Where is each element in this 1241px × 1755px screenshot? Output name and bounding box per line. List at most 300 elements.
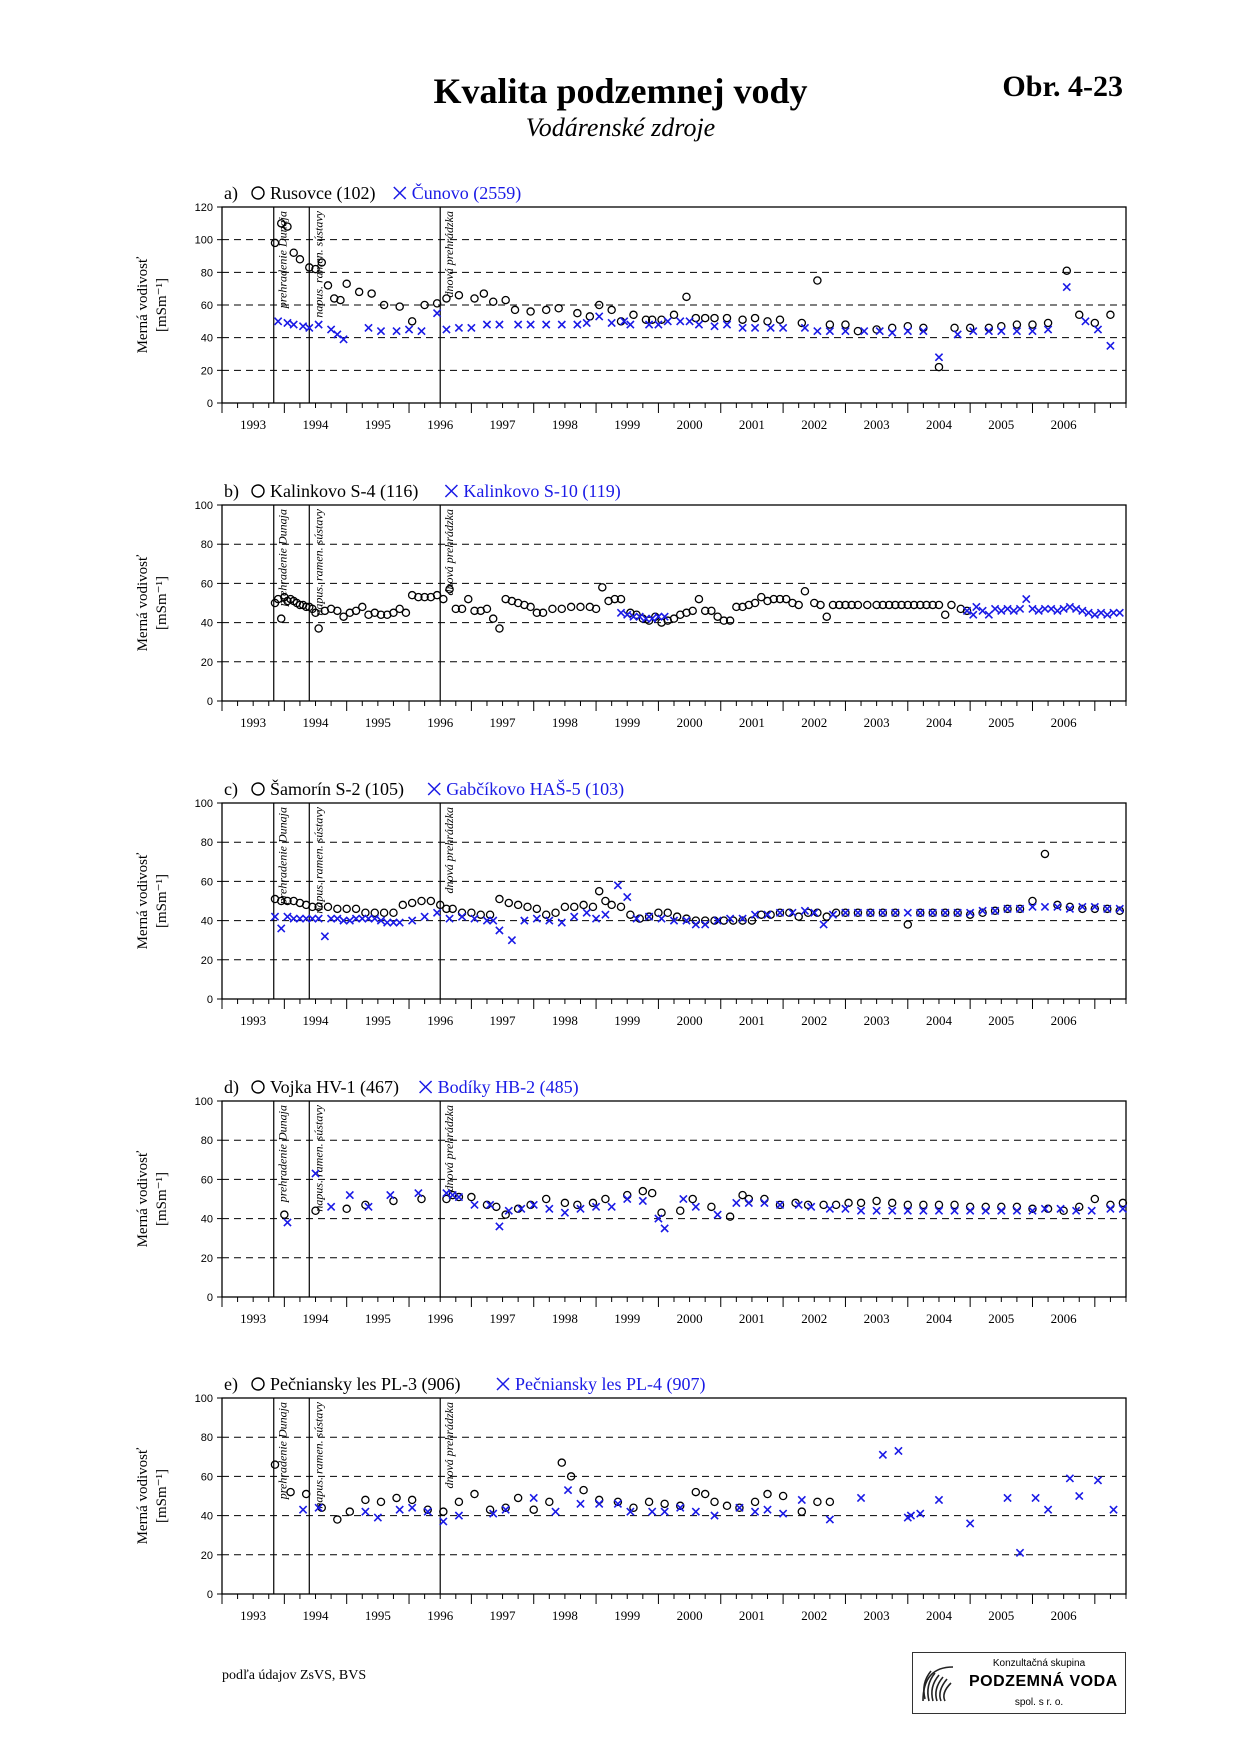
- data-point-x: [334, 915, 341, 922]
- data-point-circle: [352, 905, 359, 912]
- data-point-x: [929, 909, 936, 916]
- data-point-x: [733, 1199, 740, 1206]
- logo-line-3: spol. s r. o.: [1014, 1697, 1064, 1708]
- legend-circle-icon: [252, 485, 264, 497]
- data-point-x: [483, 321, 490, 328]
- data-point-circle: [555, 305, 562, 312]
- data-point-x: [1094, 326, 1101, 333]
- data-point-x: [857, 1207, 864, 1214]
- data-point-circle: [505, 899, 512, 906]
- data-point-circle: [490, 298, 497, 305]
- data-point-circle: [889, 1199, 896, 1206]
- data-point-x: [1004, 905, 1011, 912]
- data-point-x: [552, 1508, 559, 1515]
- data-point-x: [278, 925, 285, 932]
- legend-circle-icon: [252, 1378, 264, 1390]
- chart-panel-d: [135, 1077, 1126, 1326]
- data-point-x: [751, 324, 758, 331]
- data-point-circle: [751, 1498, 758, 1505]
- data-point-circle: [402, 609, 409, 616]
- data-point-x: [935, 354, 942, 361]
- data-point-x: [998, 1207, 1005, 1214]
- y-axis-unit: [mSm⁻¹]: [154, 575, 170, 631]
- plot-frame: [222, 1101, 1126, 1297]
- data-point-x: [692, 921, 699, 928]
- data-point-x: [617, 609, 624, 616]
- x-tick-label: 1999: [614, 1311, 641, 1326]
- x-tick-label: 1995: [364, 1013, 391, 1028]
- y-axis-unit: [mSm⁻¹]: [154, 1171, 170, 1227]
- panel-letter: d): [224, 1077, 239, 1097]
- data-point-x: [761, 1199, 768, 1206]
- data-point-x: [321, 933, 328, 940]
- data-point-x: [608, 1203, 615, 1210]
- data-point-circle: [568, 603, 575, 610]
- y-tick-label: 100: [194, 798, 213, 810]
- y-axis-label: Merná vodivosť: [135, 852, 151, 950]
- y-axis-unit: [mSm⁻¹]: [154, 277, 170, 333]
- y-tick-label: 60: [200, 300, 213, 312]
- data-point-x: [879, 1451, 886, 1458]
- data-point-x: [1116, 609, 1123, 616]
- data-point-x: [680, 1195, 687, 1202]
- data-point-x: [767, 324, 774, 331]
- x-tick-label: 1998: [551, 715, 578, 730]
- data-point-x: [334, 331, 341, 338]
- x-tick-label: 2000: [676, 417, 703, 432]
- data-point-circle: [832, 1201, 839, 1208]
- data-point-x: [645, 913, 652, 920]
- x-tick-label: 1998: [551, 1311, 578, 1326]
- data-point-x: [658, 915, 665, 922]
- data-point-x: [496, 321, 503, 328]
- y-tick-label: 100: [194, 1393, 213, 1405]
- legend-series-1: Pečniansky les PL-3 (906): [270, 1374, 461, 1394]
- x-tick-label: 1998: [551, 1608, 578, 1623]
- x-tick-label: 2005: [988, 1013, 1015, 1028]
- data-point-x: [776, 909, 783, 916]
- x-tick-label: 2004: [925, 1608, 952, 1623]
- data-point-circle: [343, 905, 350, 912]
- legend-circle-icon: [252, 187, 264, 199]
- data-point-x: [446, 915, 453, 922]
- y-tick-label: 20: [200, 954, 213, 967]
- data-point-circle: [455, 292, 462, 299]
- data-point-x: [468, 324, 475, 331]
- data-point-circle: [502, 297, 509, 304]
- data-point-circle: [864, 601, 871, 608]
- x-tick-label: 1995: [364, 417, 391, 432]
- x-tick-label: 1993: [240, 1608, 267, 1623]
- data-point-x: [315, 915, 322, 922]
- data-point-x: [1066, 1475, 1073, 1482]
- data-point-x: [328, 326, 335, 333]
- data-point-x: [967, 1207, 974, 1214]
- data-point-circle: [739, 316, 746, 323]
- data-point-circle: [1029, 321, 1036, 328]
- y-tick-label: 0: [206, 398, 213, 410]
- y-axis-unit: [mSm⁻¹]: [154, 873, 170, 929]
- x-tick-label: 1996: [427, 1013, 454, 1028]
- data-point-x: [296, 915, 303, 922]
- data-point-x: [508, 937, 515, 944]
- x-tick-label: 2003: [863, 417, 890, 432]
- data-point-x: [1107, 342, 1114, 349]
- x-tick-label: 2002: [801, 1608, 828, 1623]
- chart-panel-a: [135, 182, 1126, 432]
- data-point-x: [917, 1510, 924, 1517]
- event-label: dnová prehrádzka: [442, 211, 457, 298]
- data-point-x: [614, 882, 621, 889]
- data-point-circle: [670, 311, 677, 318]
- y-tick-label: 40: [200, 915, 213, 928]
- data-point-circle: [857, 1199, 864, 1206]
- data-point-x: [458, 913, 465, 920]
- data-point-x: [583, 319, 590, 326]
- data-point-circle: [515, 1494, 522, 1501]
- data-point-x: [1091, 611, 1098, 618]
- data-point-circle: [471, 1490, 478, 1497]
- data-point-x: [764, 1506, 771, 1513]
- data-point-x: [692, 1203, 699, 1210]
- data-point-x: [1016, 605, 1023, 612]
- data-point-circle: [826, 321, 833, 328]
- chart-panel-b: [135, 481, 1126, 730]
- y-tick-label: 20: [200, 656, 213, 669]
- y-tick-label: 20: [200, 1252, 213, 1265]
- data-point-x: [530, 1494, 537, 1501]
- data-point-x: [396, 1506, 403, 1513]
- y-tick-label: 100: [194, 234, 213, 247]
- data-point-x: [1016, 1549, 1023, 1556]
- data-point-x: [624, 893, 631, 900]
- data-point-x: [1060, 605, 1067, 612]
- data-point-x: [686, 318, 693, 325]
- data-point-x: [1079, 607, 1086, 614]
- data-point-x: [359, 915, 366, 922]
- data-point-circle: [751, 314, 758, 321]
- data-point-circle: [362, 1496, 369, 1503]
- data-point-circle: [496, 895, 503, 902]
- data-point-x: [780, 1510, 787, 1517]
- data-point-circle: [324, 903, 331, 910]
- data-point-x: [362, 1508, 369, 1515]
- x-tick-label: 2006: [1050, 1608, 1077, 1623]
- y-tick-label: 40: [200, 1213, 213, 1226]
- data-point-x: [1104, 611, 1111, 618]
- data-point-x: [780, 324, 787, 331]
- data-point-x: [1041, 903, 1048, 910]
- legend-x-icon: [420, 1081, 432, 1093]
- data-point-circle: [661, 1500, 668, 1507]
- x-tick-label: 1996: [427, 1608, 454, 1623]
- data-point-circle: [530, 1506, 537, 1513]
- data-point-x: [954, 909, 961, 916]
- x-tick-label: 2006: [1050, 715, 1077, 730]
- data-point-x: [1016, 905, 1023, 912]
- data-point-circle: [798, 1508, 805, 1515]
- data-point-circle: [296, 256, 303, 263]
- data-point-circle: [377, 1498, 384, 1505]
- data-point-circle: [702, 314, 709, 321]
- legend-series-1: Vojka HV-1 (467): [270, 1077, 399, 1097]
- data-point-x: [558, 919, 565, 926]
- page-subtitle: Vodárenské zdroje: [525, 113, 716, 142]
- data-point-x: [1097, 609, 1104, 616]
- chart-panel-c: [135, 778, 1126, 1028]
- data-point-circle: [324, 282, 331, 289]
- y-tick-label: 100: [194, 1096, 213, 1108]
- data-point-x: [315, 321, 322, 328]
- x-tick-label: 2002: [801, 417, 828, 432]
- data-point-x: [879, 909, 886, 916]
- data-point-x: [892, 909, 899, 916]
- data-point-x: [857, 1494, 864, 1501]
- data-point-x: [798, 1496, 805, 1503]
- legend-series-1: Kalinkovo S-4 (116): [270, 481, 419, 501]
- y-tick-label: 120: [194, 202, 213, 214]
- x-tick-label: 2002: [801, 1311, 828, 1326]
- data-point-x: [814, 328, 821, 335]
- data-point-circle: [334, 905, 341, 912]
- data-point-x: [384, 919, 391, 926]
- x-tick-label: 1994: [302, 715, 329, 730]
- data-point-x: [608, 319, 615, 326]
- data-point-circle: [496, 625, 503, 632]
- data-point-x: [998, 328, 1005, 335]
- data-point-circle: [409, 899, 416, 906]
- x-tick-label: 1999: [614, 417, 641, 432]
- data-point-circle: [399, 901, 406, 908]
- x-tick-label: 1999: [614, 715, 641, 730]
- y-axis-unit: [mSm⁻¹]: [154, 1468, 170, 1524]
- data-point-circle: [334, 1516, 341, 1523]
- x-tick-label: 2003: [863, 715, 890, 730]
- data-point-x: [973, 603, 980, 610]
- x-tick-label: 2006: [1050, 1013, 1077, 1028]
- x-tick-label: 2003: [863, 1311, 890, 1326]
- data-point-x: [471, 1201, 478, 1208]
- data-point-x: [1044, 1506, 1051, 1513]
- data-point-x: [290, 915, 297, 922]
- data-point-circle: [842, 321, 849, 328]
- x-tick-label: 2000: [676, 1311, 703, 1326]
- data-point-x: [596, 313, 603, 320]
- x-tick-label: 1999: [614, 1608, 641, 1623]
- data-point-circle: [1107, 311, 1114, 318]
- data-point-circle: [577, 603, 584, 610]
- data-point-circle: [574, 310, 581, 317]
- data-point-x: [904, 909, 911, 916]
- plot-frame: [222, 803, 1126, 999]
- x-tick-label: 1994: [302, 1013, 329, 1028]
- x-tick-label: 2001: [738, 417, 765, 432]
- data-point-x: [873, 1207, 880, 1214]
- data-point-circle: [471, 295, 478, 302]
- x-tick-label: 1995: [364, 715, 391, 730]
- data-point-circle: [649, 1190, 656, 1197]
- data-point-x: [496, 1223, 503, 1230]
- data-point-circle: [602, 1195, 609, 1202]
- data-point-x: [745, 1199, 752, 1206]
- legend-series-2: Gabčíkovo HAŠ-5 (103): [446, 779, 625, 799]
- y-tick-label: 20: [200, 1549, 213, 1562]
- x-tick-label: 1998: [551, 1013, 578, 1028]
- legend-series-2: Pečniansky les PL-4 (907): [515, 1374, 706, 1394]
- data-point-x: [396, 919, 403, 926]
- data-point-circle: [948, 601, 955, 608]
- data-point-x: [1107, 1205, 1114, 1212]
- y-tick-label: 20: [200, 365, 213, 378]
- data-point-circle: [543, 1195, 550, 1202]
- panel-letter: a): [224, 183, 238, 203]
- logo-line-2: PODZEMNÁ VODA: [969, 1673, 1118, 1690]
- plot-frame: [222, 1398, 1126, 1594]
- data-point-x: [820, 921, 827, 928]
- company-logo: [912, 1652, 1126, 1714]
- x-tick-label: 1996: [427, 417, 454, 432]
- data-point-x: [596, 1500, 603, 1507]
- x-tick-label: 2000: [676, 1608, 703, 1623]
- legend-circle-icon: [252, 783, 264, 795]
- data-point-x: [346, 1191, 353, 1198]
- data-point-x: [776, 1201, 783, 1208]
- x-tick-label: 2004: [925, 1311, 952, 1326]
- data-point-circle: [1044, 319, 1051, 326]
- event-label: napus. ramen. sústavy: [311, 211, 326, 318]
- source-note: podľa údajov ZsVS, BVS: [222, 1668, 367, 1683]
- data-point-circle: [527, 308, 534, 315]
- event-label: napus. ramen. sústavy: [311, 807, 326, 914]
- data-point-x: [365, 915, 372, 922]
- data-point-x: [998, 607, 1005, 614]
- data-point-x: [1094, 1477, 1101, 1484]
- data-point-circle: [343, 280, 350, 287]
- data-point-x: [328, 915, 335, 922]
- data-point-x: [982, 1207, 989, 1214]
- data-point-circle: [533, 905, 540, 912]
- data-point-circle: [580, 901, 587, 908]
- x-tick-label: 2001: [738, 1311, 765, 1326]
- data-point-circle: [359, 603, 366, 610]
- data-point-circle: [561, 903, 568, 910]
- data-point-x: [471, 915, 478, 922]
- data-point-x: [299, 323, 306, 330]
- data-point-x: [284, 913, 291, 920]
- data-point-x: [1054, 607, 1061, 614]
- panel-letter: c): [224, 779, 238, 799]
- data-point-circle: [599, 584, 606, 591]
- x-tick-label: 1993: [240, 715, 267, 730]
- panel-letter: e): [224, 1374, 238, 1394]
- legend-series-1: Rusovce (102): [270, 183, 376, 203]
- data-point-x: [714, 1211, 721, 1218]
- data-point-x: [991, 605, 998, 612]
- data-point-x: [564, 1487, 571, 1494]
- data-point-circle: [343, 1205, 350, 1212]
- data-point-x: [1035, 607, 1042, 614]
- data-point-x: [290, 321, 297, 328]
- data-point-x: [842, 1205, 849, 1212]
- y-tick-label: 80: [200, 837, 213, 850]
- legend-series-2: Bodíky HB-2 (485): [437, 1077, 579, 1097]
- data-point-circle: [689, 1195, 696, 1202]
- data-point-circle: [935, 363, 942, 370]
- y-tick-label: 0: [206, 696, 213, 708]
- data-point-circle: [608, 901, 615, 908]
- data-point-circle: [764, 1490, 771, 1497]
- x-tick-label: 2003: [863, 1608, 890, 1623]
- data-point-circle: [630, 311, 637, 318]
- data-point-x: [1010, 607, 1017, 614]
- data-point-circle: [711, 1498, 718, 1505]
- data-point-circle: [608, 306, 615, 313]
- data-point-x: [1041, 605, 1048, 612]
- data-point-x: [577, 1500, 584, 1507]
- legend-series-1: Šamorín S-2 (105): [270, 779, 404, 799]
- x-tick-label: 2002: [801, 715, 828, 730]
- data-point-x: [1029, 605, 1036, 612]
- data-point-x: [624, 1195, 631, 1202]
- x-tick-label: 1995: [364, 1608, 391, 1623]
- data-point-x: [455, 324, 462, 331]
- data-point-circle: [418, 897, 425, 904]
- legend-series-2: Čunovo (2559): [411, 183, 522, 203]
- x-tick-label: 1993: [240, 1013, 267, 1028]
- data-point-x: [889, 329, 896, 336]
- y-tick-label: 60: [200, 1174, 213, 1187]
- data-point-x: [736, 1504, 743, 1511]
- data-point-x: [677, 318, 684, 325]
- data-point-x: [895, 1447, 902, 1454]
- data-point-circle: [645, 1498, 652, 1505]
- event-label: prehradenie Dunaja: [275, 807, 290, 905]
- x-tick-label: 1997: [489, 1013, 516, 1028]
- data-point-x: [1013, 1207, 1020, 1214]
- data-point-circle: [723, 314, 730, 321]
- event-label: napus. ramen. sústavy: [311, 1105, 326, 1212]
- data-point-circle: [873, 1197, 880, 1204]
- event-label: prehradenie Dunaja: [275, 1105, 290, 1203]
- x-tick-label: 2005: [988, 1311, 1015, 1326]
- data-point-x: [702, 921, 709, 928]
- data-point-x: [970, 611, 977, 618]
- data-point-x: [571, 913, 578, 920]
- data-point-x: [692, 1508, 699, 1515]
- y-tick-label: 80: [200, 267, 213, 280]
- data-point-circle: [465, 595, 472, 602]
- event-label: prehradenie Dunaja: [275, 211, 290, 309]
- x-tick-label: 1994: [302, 1608, 329, 1623]
- data-point-circle: [758, 911, 765, 918]
- data-point-circle: [692, 1488, 699, 1495]
- x-tick-label: 1997: [489, 715, 516, 730]
- x-tick-label: 2001: [738, 1013, 765, 1028]
- x-tick-label: 2002: [801, 1013, 828, 1028]
- x-tick-label: 1994: [302, 417, 329, 432]
- data-point-circle: [596, 888, 603, 895]
- data-point-circle: [823, 913, 830, 920]
- x-tick-label: 2005: [988, 417, 1015, 432]
- data-point-circle: [290, 249, 297, 256]
- x-tick-label: 1996: [427, 715, 454, 730]
- x-tick-label: 2001: [738, 715, 765, 730]
- data-point-x: [561, 1209, 568, 1216]
- event-label: napus. ramen. sústavy: [311, 1402, 326, 1509]
- x-tick-label: 2004: [925, 715, 952, 730]
- data-point-circle: [390, 909, 397, 916]
- data-point-x: [374, 1514, 381, 1521]
